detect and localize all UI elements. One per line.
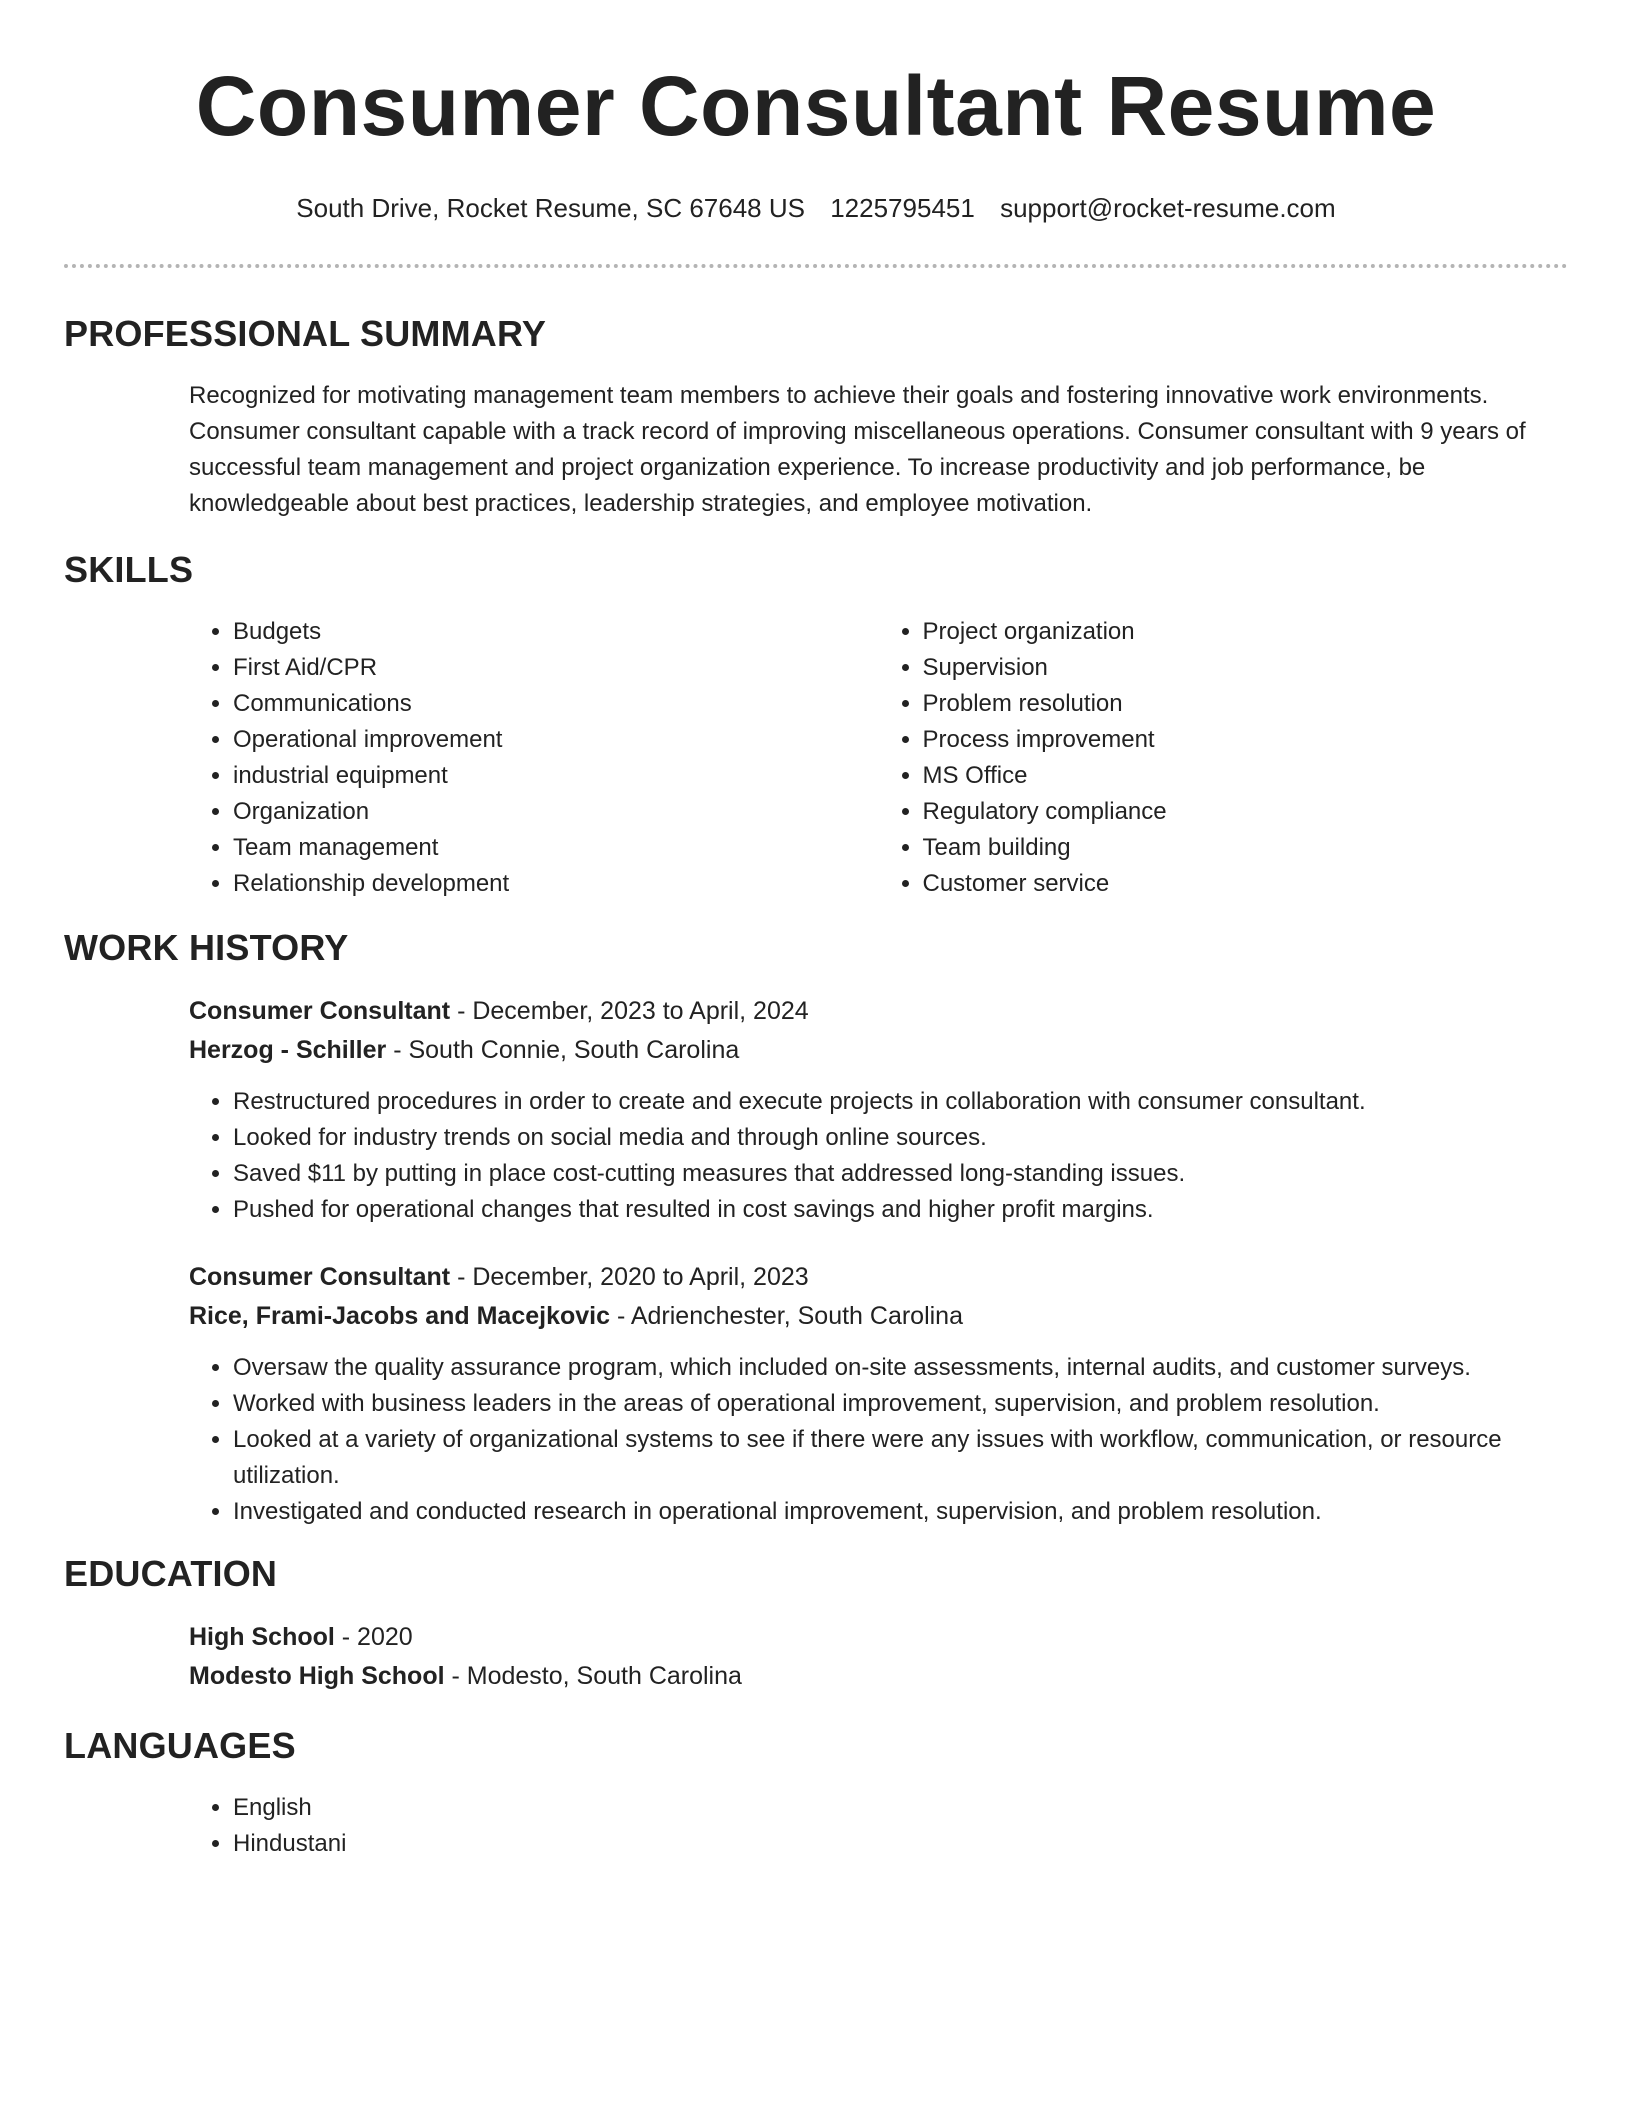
job-company: Rice, Frami-Jacobs and Macejkovic: [189, 1302, 611, 1330]
skill-item: • Problem resolution: [923, 686, 1569, 722]
language-item: • Hindustani: [233, 1826, 1568, 1862]
skill-item: • First Aid/CPR: [233, 650, 879, 686]
job-entry: [189, 1258, 1568, 1530]
job-title: Consumer Consultant: [189, 997, 451, 1025]
skills-heading: SKILLS: [64, 549, 194, 590]
job-bullets: [189, 1350, 1568, 1530]
header-divider: [64, 264, 1568, 268]
education-degree-line: [189, 1618, 1568, 1657]
job-bullet: • Saved $11 by putting in place cost-cutting measures that addressed long-standing issues.: [233, 1156, 1568, 1192]
resume-title: Consumer Consultant Resume: [195, 59, 1437, 153]
job-company: Herzog - Schiller: [189, 1036, 387, 1064]
job-bullet: • Looked for industry trends on social media and through online sources.: [233, 1120, 1568, 1156]
skill-item: • Organization: [233, 794, 879, 830]
skill-item: • Team building: [923, 830, 1569, 866]
job-company-line: [189, 1031, 1568, 1070]
education-school: Modesto High School: [189, 1662, 445, 1690]
education-degree: High School: [189, 1623, 335, 1651]
skill-item: • industrial equipment: [233, 758, 879, 794]
skill-item: • Operational improvement: [233, 722, 879, 758]
summary-section: [64, 312, 1568, 522]
languages-list: [189, 1790, 1568, 1862]
languages-heading: LANGUAGES: [64, 1725, 296, 1766]
work-heading: WORK HISTORY: [64, 927, 349, 968]
job-title-line: [189, 1258, 1568, 1297]
job-title: Consumer Consultant: [189, 1263, 451, 1291]
language-item: • English: [233, 1790, 1568, 1826]
summary-text: Recognized for motivating management team members to achieve their goals and fostering innovative work environments. Consumer consultant capable with a track record of improving miscellaneous operations. Consumer consultant with 9 years of successful team management and project organization experience. To increase productivity and job performance, be knowledgeable about best practices, leadership strategies, and employee motivation.: [189, 382, 1526, 517]
education-location: - Modesto, South Carolina: [444, 1662, 742, 1690]
contact-address: South Drive, Rocket Resume, SC 67648 US: [296, 193, 805, 223]
job-bullet: • Investigated and conducted research in operational improvement, supervision, and problem resolution.: [233, 1494, 1568, 1530]
work-section: [64, 926, 1568, 1530]
job-dates: - December, 2023 to April, 2024: [450, 997, 809, 1025]
job-bullet: • Worked with business leaders in the areas of operational improvement, supervision, and problem resolution.: [233, 1386, 1568, 1422]
job-dates: - December, 2020 to April, 2023: [450, 1263, 809, 1291]
skills-section: [64, 548, 1568, 902]
skill-item: • Customer service: [923, 866, 1569, 902]
skills-grid: [189, 614, 1568, 902]
skills-body: [189, 614, 1568, 902]
skill-item: • MS Office: [923, 758, 1569, 794]
skill-item: • Supervision: [923, 650, 1569, 686]
job-bullet: • Oversaw the quality assurance program, which included on-site assessments, internal audits, and customer surveys.: [233, 1350, 1568, 1386]
education-body: [189, 1618, 1568, 1696]
skills-list-right: [879, 614, 1569, 902]
summary-body: [189, 378, 1568, 522]
education-year: - 2020: [334, 1623, 413, 1651]
summary-heading: PROFESSIONAL SUMMARY: [64, 313, 547, 354]
skill-item: • Relationship development: [233, 866, 879, 902]
contact-info: [64, 192, 1568, 224]
job-location: - Adrienchester, South Carolina: [610, 1302, 963, 1330]
skill-item: • Team management: [233, 830, 879, 866]
job-bullet: • Pushed for operational changes that resulted in cost savings and higher profit margins.: [233, 1192, 1568, 1228]
job-bullet: • Restructured procedures in order to create and execute projects in collaboration with consumer consultant.: [233, 1084, 1568, 1120]
skill-item: • Communications: [233, 686, 879, 722]
job-company-line: [189, 1297, 1568, 1336]
job-title-line: [189, 992, 1568, 1031]
skill-item: • Project organization: [923, 614, 1569, 650]
contact-phone: 1225795451: [830, 193, 975, 223]
job-bullets: [189, 1084, 1568, 1228]
job-bullet: • Looked at a variety of organizational systems to see if there were any issues with workflow, communication, or resource utilization.: [233, 1422, 1568, 1494]
skill-item: • Process improvement: [923, 722, 1569, 758]
languages-section: [64, 1724, 1568, 1862]
education-section: [64, 1552, 1568, 1696]
contact-email: support@rocket-resume.com: [1000, 193, 1336, 223]
job-entry: [189, 992, 1568, 1228]
work-body: [189, 992, 1568, 1530]
education-heading: EDUCATION: [64, 1553, 278, 1594]
skills-list-left: [189, 614, 879, 902]
skill-item: • Regulatory compliance: [923, 794, 1569, 830]
job-location: - South Connie, South Carolina: [386, 1036, 740, 1064]
languages-body: [189, 1790, 1568, 1862]
education-school-line: [189, 1657, 1568, 1696]
skill-item: • Budgets: [233, 614, 879, 650]
